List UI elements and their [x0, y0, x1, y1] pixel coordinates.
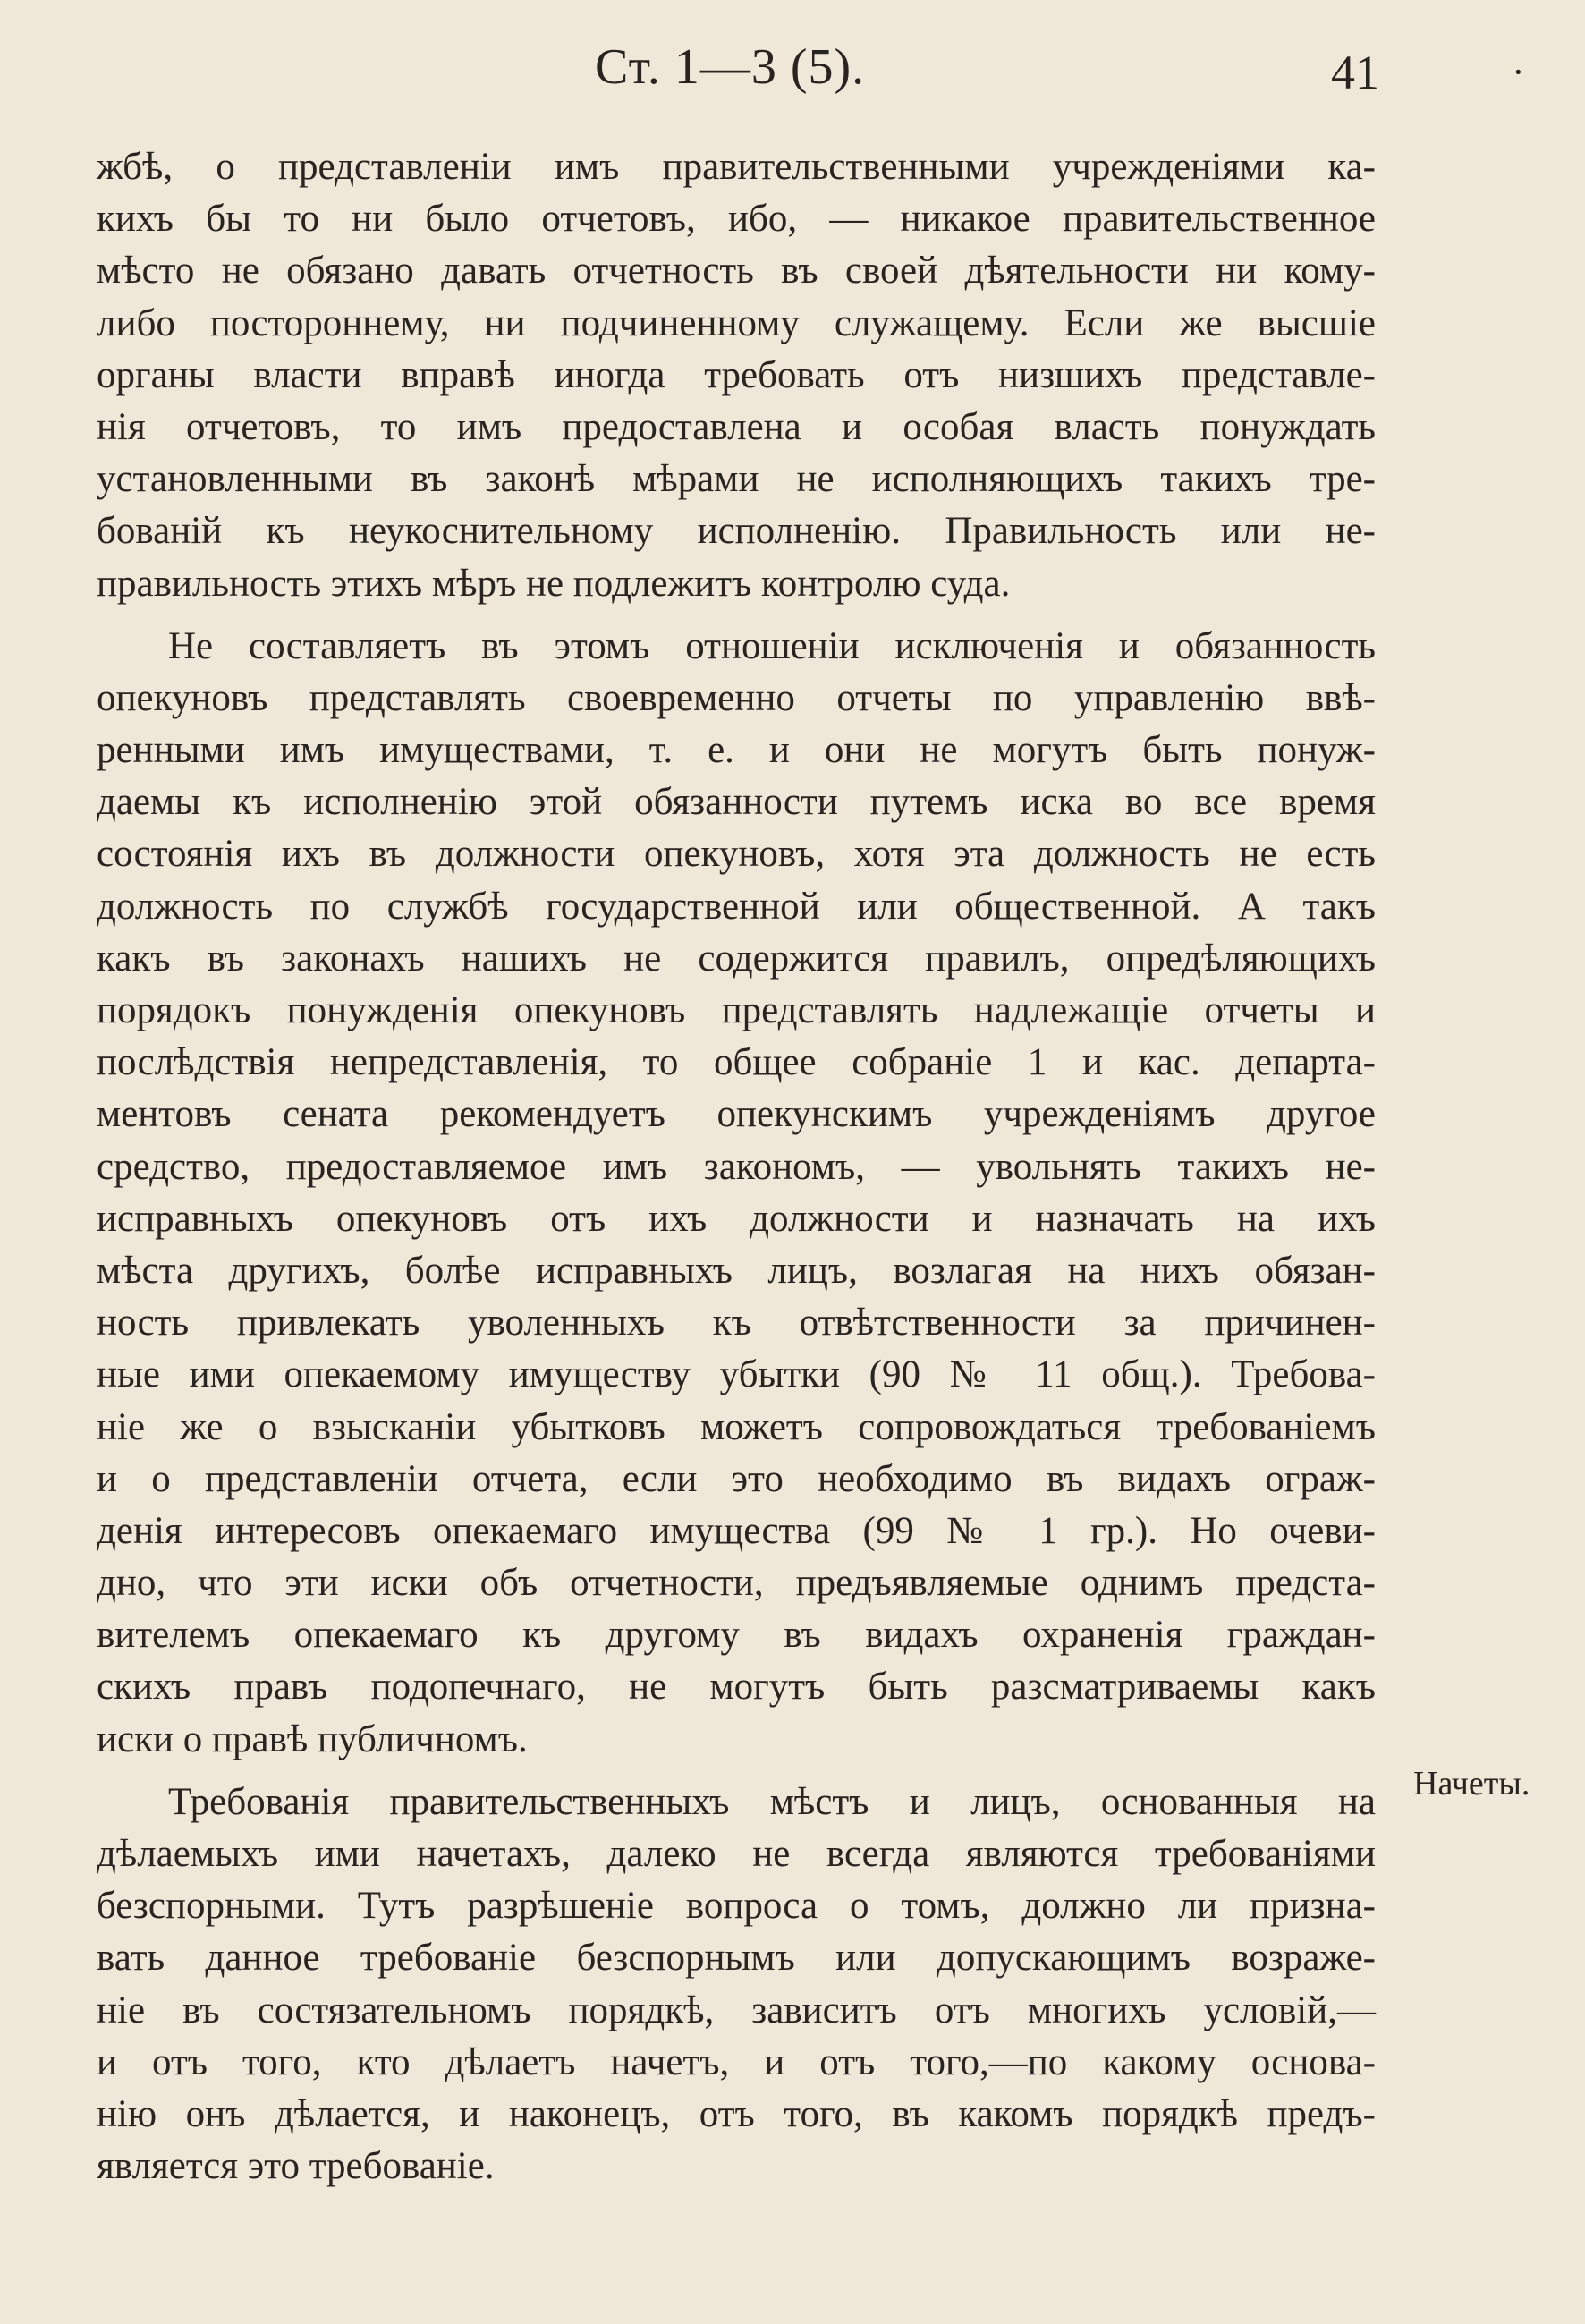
text-line: вителемъ опекаемаго къ другому въ видахъ охраненія граждан- [97, 1614, 1376, 1657]
header-mark: · [1512, 50, 1525, 94]
text-line: ные ими опекаемому имуществу убытки (90 № 11 общ.). Требова- [97, 1353, 1376, 1396]
text-line: ніе въ состязательномъ порядкѣ, зависитъ отъ многихъ условій,— [97, 1989, 1376, 2031]
text-line: ренными имъ имуществами, т. е. и они не могутъ быть понуж- [97, 729, 1376, 772]
text-line: и о представленіи отчета, если это необходимо въ видахъ ограж- [97, 1457, 1376, 1500]
text-line: ность привлекать уволенныхъ къ отвѣтственности за причинен- [97, 1302, 1376, 1344]
text-line: денія интересовъ опекаемаго имущества (99 № 1 гр.). Но очеви- [97, 1509, 1376, 1552]
text-line: состоянія ихъ въ должности опекуновъ, хотя эта должность не есть [97, 833, 1376, 876]
text-line: средство, предоставляемое имъ закономъ, — увольнять такихъ не- [97, 1145, 1376, 1188]
text-line: Не составляетъ въ этомъ отношеніи исключенія и обязанность [168, 624, 1376, 667]
text-line: вать данное требованіе безспорнымъ или допускающимъ возраже- [97, 1937, 1376, 1980]
text-line: какъ въ законахъ нашихъ не содержится правилъ, опредѣляющихъ [97, 937, 1376, 980]
text-line: мѣста другихъ, болѣе исправныхъ лицъ, возлагая на нихъ обязан- [97, 1249, 1376, 1292]
text-line: должность по службѣ государственной или общественной. А такъ [97, 885, 1376, 928]
text-line: опекуновъ представлять своевременно отчеты по управленію ввѣ- [97, 676, 1376, 719]
paragraph [97, 141, 1376, 610]
text-line: дно, что эти иски объ отчетности, предъявляемые однимъ предста- [97, 1562, 1376, 1605]
paragraph [97, 621, 1376, 1766]
running-head: Ст. 1—3 (5). [595, 39, 866, 95]
text-line: органы власти вправѣ иногда требовать отъ низшихъ представле- [97, 353, 1376, 396]
text-line: порядокъ понужденія опекуновъ представлять надлежащіе отчеты и [97, 989, 1376, 1031]
text-line: иски о правѣ публичномъ. [97, 1718, 528, 1760]
text-line: мѣсто не обязано давать отчетность въ своей дѣятельности ни кому- [97, 250, 1376, 293]
text-line: скихъ правъ подопечнаго, не могутъ быть разсматриваемы какъ [97, 1666, 1376, 1709]
text-line: либо постороннему, ни подчиненному служащему. Если же высшіе [97, 301, 1376, 344]
text-line: является это требованіе. [97, 2145, 495, 2188]
text-line: установленными въ законѣ мѣрами не исполняющихъ такихъ тре- [97, 458, 1376, 501]
paragraph-gap [97, 1766, 1376, 1777]
paragraph [97, 1777, 1376, 2193]
text-line: дѣлаемыхъ ими начетахъ, далеко не всегда являются требованіями [97, 1833, 1376, 1875]
text-line: ментовъ сената рекомендуетъ опекунскимъ учрежденіямъ другое [97, 1093, 1376, 1136]
text-line: послѣдствія непредставленія, то общее собраніе 1 и кас. департа- [97, 1041, 1376, 1084]
paragraph-gap [97, 610, 1376, 621]
margin-note: Начеты. [1413, 1765, 1530, 1802]
text-line: исправныхъ опекуновъ отъ ихъ должности и назначать на ихъ [97, 1197, 1376, 1240]
text-line: нію онъ дѣлается, и наконецъ, отъ того, въ какомъ порядкѣ предъ- [97, 2092, 1376, 2135]
body-text [97, 141, 1376, 2193]
text-line: правильность этихъ мѣръ не подлежитъ контролю суда. [97, 562, 1011, 605]
page-number: 41 [1331, 46, 1379, 99]
text-line: ніе же о взысканіи убытковъ можетъ сопровождаться требованіемъ [97, 1405, 1376, 1448]
text-line: жбѣ, о представленіи имъ правительственными учрежденіями ка- [97, 146, 1376, 188]
text-line: бованій къ неукоснительному исполненію. Правильность или не- [97, 510, 1376, 553]
text-line: даемы къ исполненію этой обязанности путемъ иска во все время [97, 781, 1376, 824]
text-line: кихъ бы то ни было отчетовъ, ибо, — никакое правительственное [97, 198, 1376, 241]
text-line: безспорными. Тутъ разрѣшеніе вопроса о томъ, должно ли призна- [97, 1885, 1376, 1928]
text-line: нія отчетовъ, то имъ предоставлена и особая власть понуждать [97, 405, 1376, 448]
page-header [0, 36, 1585, 98]
text-line: и отъ того, кто дѣлаетъ начетъ, и отъ того,—по какому основа- [97, 2040, 1376, 2083]
text-line: Требованія правительственныхъ мѣстъ и лицъ, основанныя на [168, 1780, 1376, 1823]
